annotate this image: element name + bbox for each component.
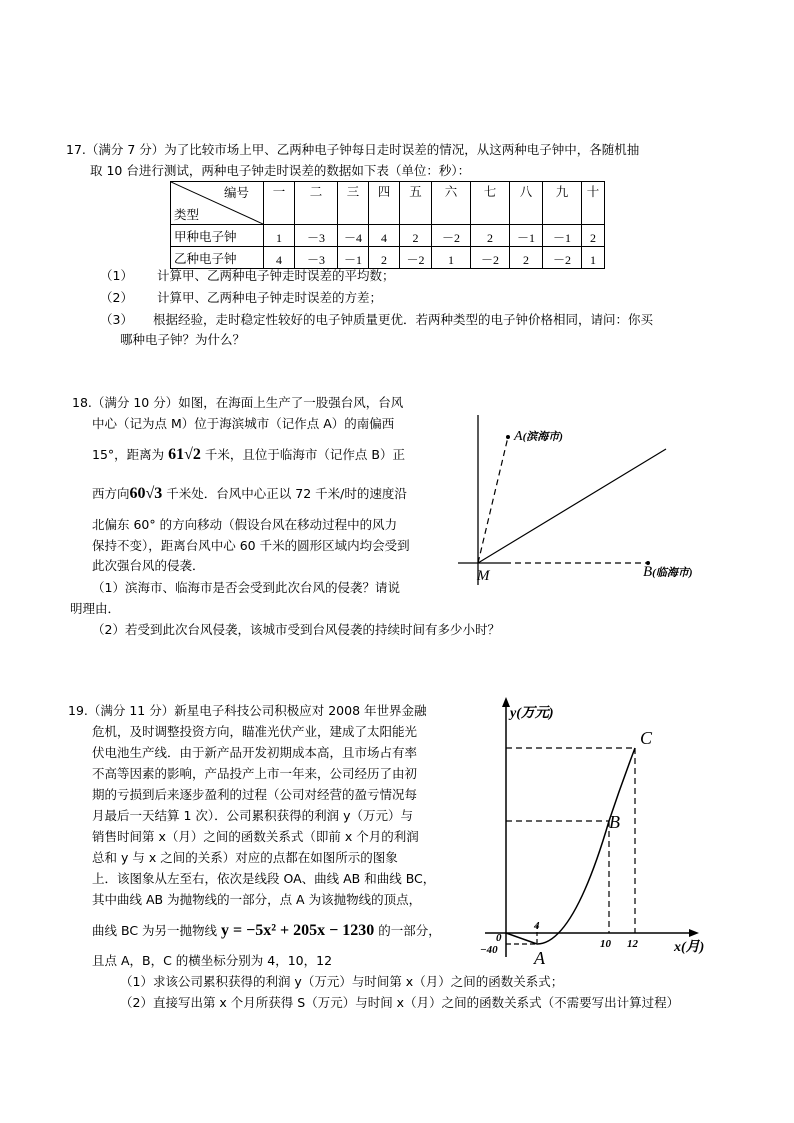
label: B [643,564,653,580]
q17-part-2 [100,290,382,306]
q19-line-8: 总和 y 与 x 之间的关系）对应的点都在如图所示的图象 [92,850,398,865]
q19-line-6: 月最后一天结算 1 次）．公司累积获得的利润 y（万元）与 [92,808,414,823]
math-61-sqrt2: 61√2 [168,446,201,463]
part-text: 计算甲、乙两种电子钟走时误差的方差； [156,290,382,305]
row-label: 甲种电子钟 [171,225,264,247]
x-axis-label: x(月) [674,940,705,955]
q19-line-10: 其中曲线 AB 为抛物线的一部分，点 A 为该抛物线的顶点， [92,892,422,907]
cell: 1 [582,247,605,269]
cell: －1 [338,247,369,269]
cell: 2 [471,225,510,247]
cell: 4 [369,225,400,247]
label: A [514,429,523,444]
table-row [171,247,605,269]
q19-part-2: （2）直接写出第 x 个月所获得 S（万元）与时间 x（月）之间的函数关系式（不需要写出计算过程） [120,995,680,1010]
col-header: 四 [369,182,400,225]
col-header: 六 [432,182,471,225]
col-header: 九 [543,182,582,225]
q19-line-11 [92,923,441,939]
q18-line-4 [92,486,407,502]
corner-bottom-label: 类型 [174,207,200,222]
q17-line-2: 取 10 台进行测试，两种电子钟走时误差的数据如下表（单位：秒）： [90,163,471,178]
col-header: 八 [510,182,543,225]
table-corner-cell [171,182,264,225]
label: (滨海市) [522,431,563,443]
cell: －3 [295,225,338,247]
point-b-label: B [609,812,620,832]
q19-line-4: 不高等因素的影响，产品投产上市一年来，公司经历了由初 [92,766,418,781]
col-header: 三 [338,182,369,225]
q19-line-7: 销售时间第 x（月）之间的函数关系式（即前 x 个月的利润 [92,829,419,844]
q19-line-12: 且点 A，B，C 的横坐标分别为 4，10，12 [92,953,333,968]
q19-line-1: 19.（满分 11 分）新星电子科技公司积极应对 2008 年世界金融 [68,703,427,718]
q19-graph [475,695,725,968]
q18-line-2: 中心（记为点 M）位于海滨城市（记作点 A）的南偏西 [92,416,395,431]
cell: 1 [432,247,471,269]
q19-line-9: 上．该图象从左至右，依次是线段 OA、曲线 AB 和曲线 BC， [92,871,436,886]
cell: 2 [400,225,432,247]
cell: －3 [295,247,338,269]
col-header: 二 [295,182,338,225]
cell: －1 [543,225,582,247]
y-axis-label: y(万元) [510,706,554,721]
q18-part-1-cont: 明理由． [70,601,121,616]
x-tick-12: 12 [627,938,638,950]
y-tick-label: −40 [480,944,498,956]
part-number: （3） [100,312,133,327]
q17-error-table [170,181,605,269]
math-parabola-bc: y = −5x² + 205x − 1230 [221,922,375,939]
cell: 2 [369,247,400,269]
cell: 2 [510,247,543,269]
col-header: 五 [400,182,432,225]
q17-line-1: 17.（满分 7 分）为了比较市场上甲、乙两种电子钟每日走时误差的情况，从这两种电子钟中，各随机抽 [66,142,640,157]
q19-line-3: 伏电池生产线．由于新产品开发初期成本高，且市场占有率 [92,745,418,760]
text: 西方向 [92,486,130,501]
col-header: 七 [471,182,510,225]
q18-part-2: （2）若受到此次台风侵袭，该城市受到台风侵袭的持续时间有多少小时？ [92,622,500,637]
q18-figure [450,405,720,590]
q18-line-7: 此次强台风的侵袭． [92,558,205,573]
corner-top-label: 编号 [223,185,249,200]
point-c-label: C [640,728,653,748]
point-a-label [514,429,563,445]
q19-line-2: 危机，及时调整投资方向，瞄准光伏产业，建成了太阳能光 [92,724,418,739]
origin-label: 0 [496,932,502,944]
text: 曲线 BC 为另一抛物线 [92,923,218,938]
x-tick-4: 4 [534,920,540,932]
q18-line-3 [92,447,405,463]
text: 的一部分， [378,923,441,938]
q18-line-5: 北偏东 60° 的方向移动（假设台风在移动过程中的风力 [92,517,398,532]
text: 15°，距离为 [92,447,165,462]
q17-part-1 [100,268,394,284]
part-text: 根据经验，走时稳定性较好的电子钟质量更优．若两种类型的电子钟价格相同，请问：你买 [152,312,653,327]
cell: －2 [471,247,510,269]
point-b-label [643,564,693,581]
cell: －2 [432,225,471,247]
cell: 1 [264,225,295,247]
cell: －2 [400,247,432,269]
cell: －4 [338,225,369,247]
q18-line-6: 保持不变），距离台风中心 60 千米的圆形区域内均会受到 [92,538,410,553]
q18-part-1: （1）滨海市、临海市是否会受到此次台风的侵袭？请说 [92,580,400,595]
part-number: （1） [100,268,133,283]
row-label: 乙种电子钟 [171,247,264,269]
math-60-sqrt3: 60√3 [129,485,163,502]
q17-part-3-cont: 哪种电子钟？为什么？ [120,332,246,347]
part-text: 计算甲、乙两种电子钟走时误差的平均数； [156,268,395,283]
q19-line-5: 期的亏损到后来逐步盈利的过程（公司对经营的盈亏情况每 [92,787,418,802]
part-number: （2） [100,290,133,305]
q17-part-3 [100,312,653,328]
point-a-label: A [534,948,545,968]
cell: 4 [264,247,295,269]
text: 千米处．台风中心正以 72 千米/时的速度沿 [166,486,407,501]
label: (临海市) [652,567,693,579]
table-row [171,225,605,247]
point-m-label: M [477,568,490,584]
col-header: 一 [264,182,295,225]
text: 千米，且位于临海市（记作点 B）正 [204,447,405,462]
x-tick-10: 10 [600,938,611,950]
q18-line-1: 18.（满分 10 分）如图，在海面上生产了一股强台风，台风 [72,395,404,410]
q19-part-1: （1）求该公司累积获得的利润 y（万元）与时间第 x（月）之间的函数关系式； [120,974,564,989]
cell: －1 [510,225,543,247]
cell: －2 [543,247,582,269]
cell: 2 [582,225,605,247]
col-header: 十 [582,182,605,225]
